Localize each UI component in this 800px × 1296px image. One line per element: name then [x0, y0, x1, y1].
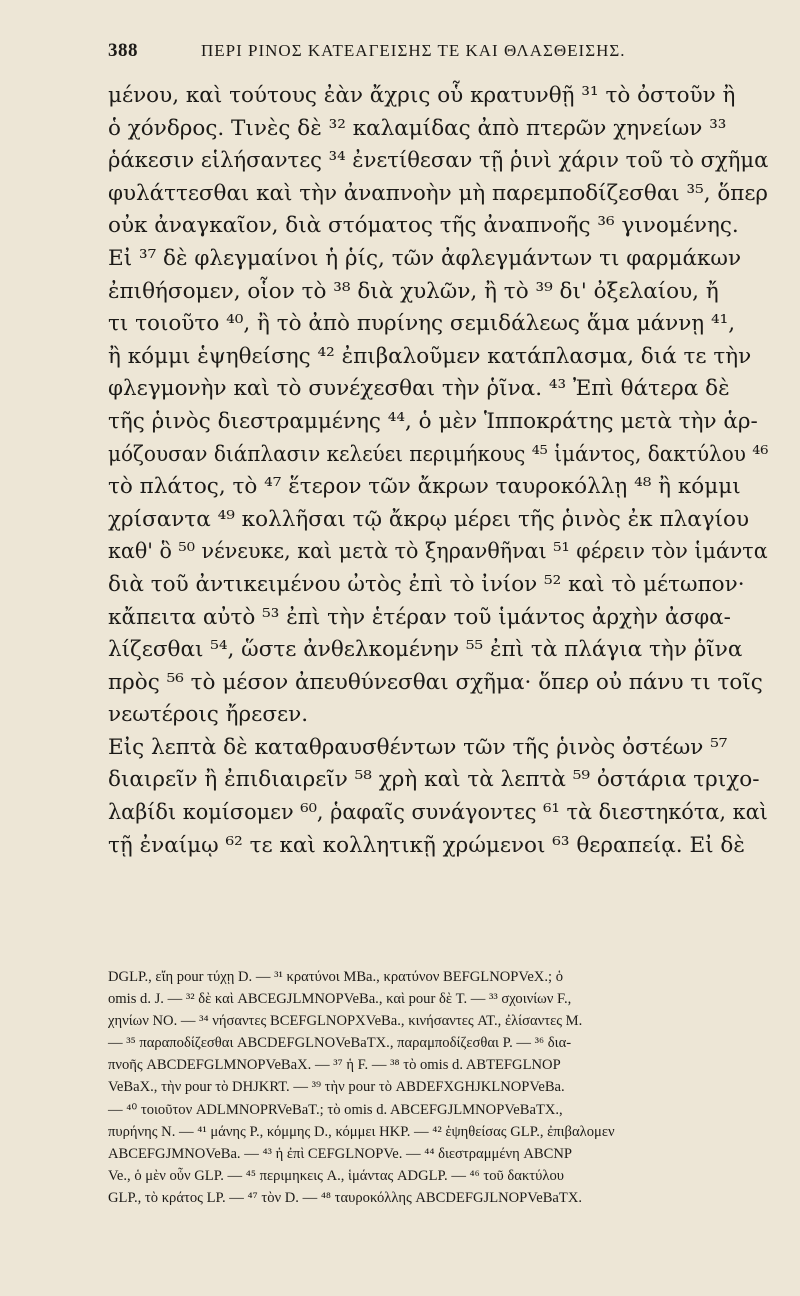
text-line: τι τοιοῦτο ⁴⁰, ἢ τὸ ἀπὸ πυρίνης σεμιδάλεως ἅμα μάννῃ ⁴¹,	[108, 311, 736, 337]
text-line: τῇ ἐναίμῳ ⁶² τε καὶ κολλητικῇ χρώμενοι ⁶³ θεραπείᾳ. Εἰ δὲ	[108, 832, 745, 858]
footnote-line: — ⁴⁰ τοιοῦτον ADLMNOPRVeBaT.; τὸ omis d. ABCEFGJLMNOPVeBaTX.,	[108, 1101, 563, 1118]
footnote-line: GLP., τὸ κράτος LP. — ⁴⁷ τὸν D. — ⁴⁸ ταυροκόλλης ABCDEFGJLNOPVeBaTX.	[108, 1189, 583, 1206]
text-line: ὁ χόνδρος. Τινὲς δὲ ³² καλαμίδας ἀπὸ πτερῶν χηνείων ³³	[108, 115, 727, 141]
footnote-line: omis d. J. — ³² δὲ καὶ ABCEGJLMNOPVeBa., καὶ pour δὲ T. — ³³ σχοινίων F.,	[108, 991, 572, 1008]
footnote-line: — ³⁵ παραποδίζεσθαι ABCDEFGLNOVeBaTX., παραμποδίζεσθαι P. — ³⁶ δια-	[108, 1035, 572, 1052]
text-line: μόζουσαν διάπλασιν κελεύει περιμήκους ⁴⁵ ἱμάντος, δακτύλου ⁴⁶	[108, 441, 769, 467]
text-line: τὸ πλάτος, τὸ ⁴⁷ ἕτερον τῶν ἄκρων ταυροκόλλῃ ⁴⁸ ἢ κόμμι	[108, 474, 741, 500]
text-line: διὰ τοῦ ἀντικειμένου ὠτὸς ἐπὶ τὸ ἰνίον ⁵² καὶ τὸ μέτωπον·	[108, 571, 745, 597]
footnote-line: VeBaX., τὴν pour τὸ DHJKRT. — ³⁹ τὴν pour τὸ ABDEFXGHJKLNOPVeBa.	[108, 1079, 565, 1096]
text-line: λίζεσθαι ⁵⁴, ὥστε ἀνθελκομένην ⁵⁵ ἐπὶ τὰ πλάγια τὴν ῥῖνα	[108, 637, 743, 663]
text-line: πρὸς ⁵⁶ τὸ μέσον ἀπευθύνεσθαι σχῆμα· ὅπερ οὐ πάνυ τι τοῖς	[108, 669, 763, 695]
footnote-line: πνοῆς ABCDEFGLMNOPVeBaX. — ³⁷ ἡ F. — ³⁸ τὸ omis d. ABTEFGLNOP	[108, 1057, 561, 1074]
text-line: μένου, καὶ τούτους ἐὰν ἄχρις οὗ κρατυνθῇ ³¹ τὸ ὀστοῦν ἢ	[108, 83, 736, 108]
text-line: καθ' ὃ ⁵⁰ νένευκε, καὶ μετὰ τὸ ξηρανθῆναι ⁵¹ φέρειν τὸν ἱμάντα	[108, 539, 768, 565]
page-number: 388	[108, 40, 138, 61]
text-line: Εἰς λεπτὰ δὲ καταθραυσθέντων τῶν τῆς ῥινὸς ὀστέων ⁵⁷	[108, 734, 728, 760]
footnote-line: DGLP., εἴη pour τύχῃ D. — ³¹ κρατύνοι MBa., κρατύνον BEFGLNOPVeX.; ὁ	[108, 969, 563, 985]
text-line: ἢ κόμμι ἑψηθείσης ⁴² ἐπιβαλοῦμεν κατάπλασμα, διά τε τὴν	[108, 343, 752, 369]
text-line: Εἰ ³⁷ δὲ φλεγμαίνοι ἡ ῥίς, τῶν ἀφλεγμάντων τι φαρμάκων	[108, 245, 742, 271]
footnote-line: χηνίων NO. — ³⁴ νήσαντες BCEFGLNOPXVeBa., κινήσαντες AT., ἐλίσαντες M.	[108, 1013, 583, 1030]
main-text	[108, 80, 768, 862]
text-line: ῥάκεσιν εἱλήσαντες ³⁴ ἐνετίθεσαν τῇ ῥινὶ χάριν τοῦ τὸ σχῆμα	[108, 148, 769, 174]
text-line: κἄπειτα αὐτὸ ⁵³ ἐπὶ τὴν ἑτέραν τοῦ ἱμάντος ἀρχὴν ἀσφα-	[108, 604, 731, 630]
text-line: διαιρεῖν ἢ ἐπιδιαιρεῖν ⁵⁸ χρὴ καὶ τὰ λεπτὰ ⁵⁹ ὀστάρια τριχο-	[108, 767, 760, 793]
text-line: φυλάττεσθαι καὶ τὴν ἀναπνοὴν μὴ παρεμποδίζεσθαι ³⁵, ὅπερ	[108, 180, 769, 206]
text-line: χρίσαντα ⁴⁹ κολλῆσαι τῷ ἄκρῳ μέρει τῆς ῥινὸς ἐκ πλαγίου	[108, 506, 750, 532]
footnote-line: ABCEFGJMNOVeBa. — ⁴³ ἡ ἐπὶ CEFGLNOPVe. — ⁴⁴ διεστραμμένη ABCNP	[108, 1145, 573, 1162]
footnote-line: πυρήνης N. — ⁴¹ μάνης P., κόμμης D., κόμμει HKP. — ⁴² ἑψηθείσας GLP., ἐπιβαλομεν	[108, 1123, 615, 1140]
text-line: νεωτέροις ἤρεσεν.	[108, 702, 309, 728]
text-line: ἐπιθήσομεν, οἷον τὸ ³⁸ διὰ χυλῶν, ἢ τὸ ³⁹ δι' ὀξελαίου, ἤ	[108, 278, 719, 304]
text-line: οὐκ ἀναγκαῖον, διὰ στόματος τῆς ἀναπνοῆς ³⁶ γινομένης.	[108, 213, 739, 239]
running-title: ΠΕΡΙ ΡΙΝΟΣ ΚΑΤΕΑΓΕΙΣΗΣ ΤΕ ΚΑΙ ΘΛΑΣΘΕΙΣΗΣ.	[201, 41, 626, 60]
footnote-line: Ve., ὁ μὲν οὖν GLP. — ⁴⁵ περιμηκεις A., ἱμάντας ADGLP. — ⁴⁶ τοῦ δακτύλου	[108, 1167, 564, 1184]
text-line: τῆς ῥινὸς διεστραμμένης ⁴⁴, ὁ μὲν Ἱπποκράτης μετὰ τὴν ἁρ-	[108, 408, 758, 434]
footnotes	[108, 966, 768, 1209]
text-line: λαβίδι κομίσομεν ⁶⁰, ῥαφαῖς συνάγοντες ⁶¹ τὰ διεστηκότα, καὶ	[108, 800, 768, 826]
text-line: φλεγμονὴν καὶ τὸ συνέχεσθαι τὴν ῥῖνα. ⁴³ Ἐπὶ θάτερα δὲ	[108, 376, 730, 402]
